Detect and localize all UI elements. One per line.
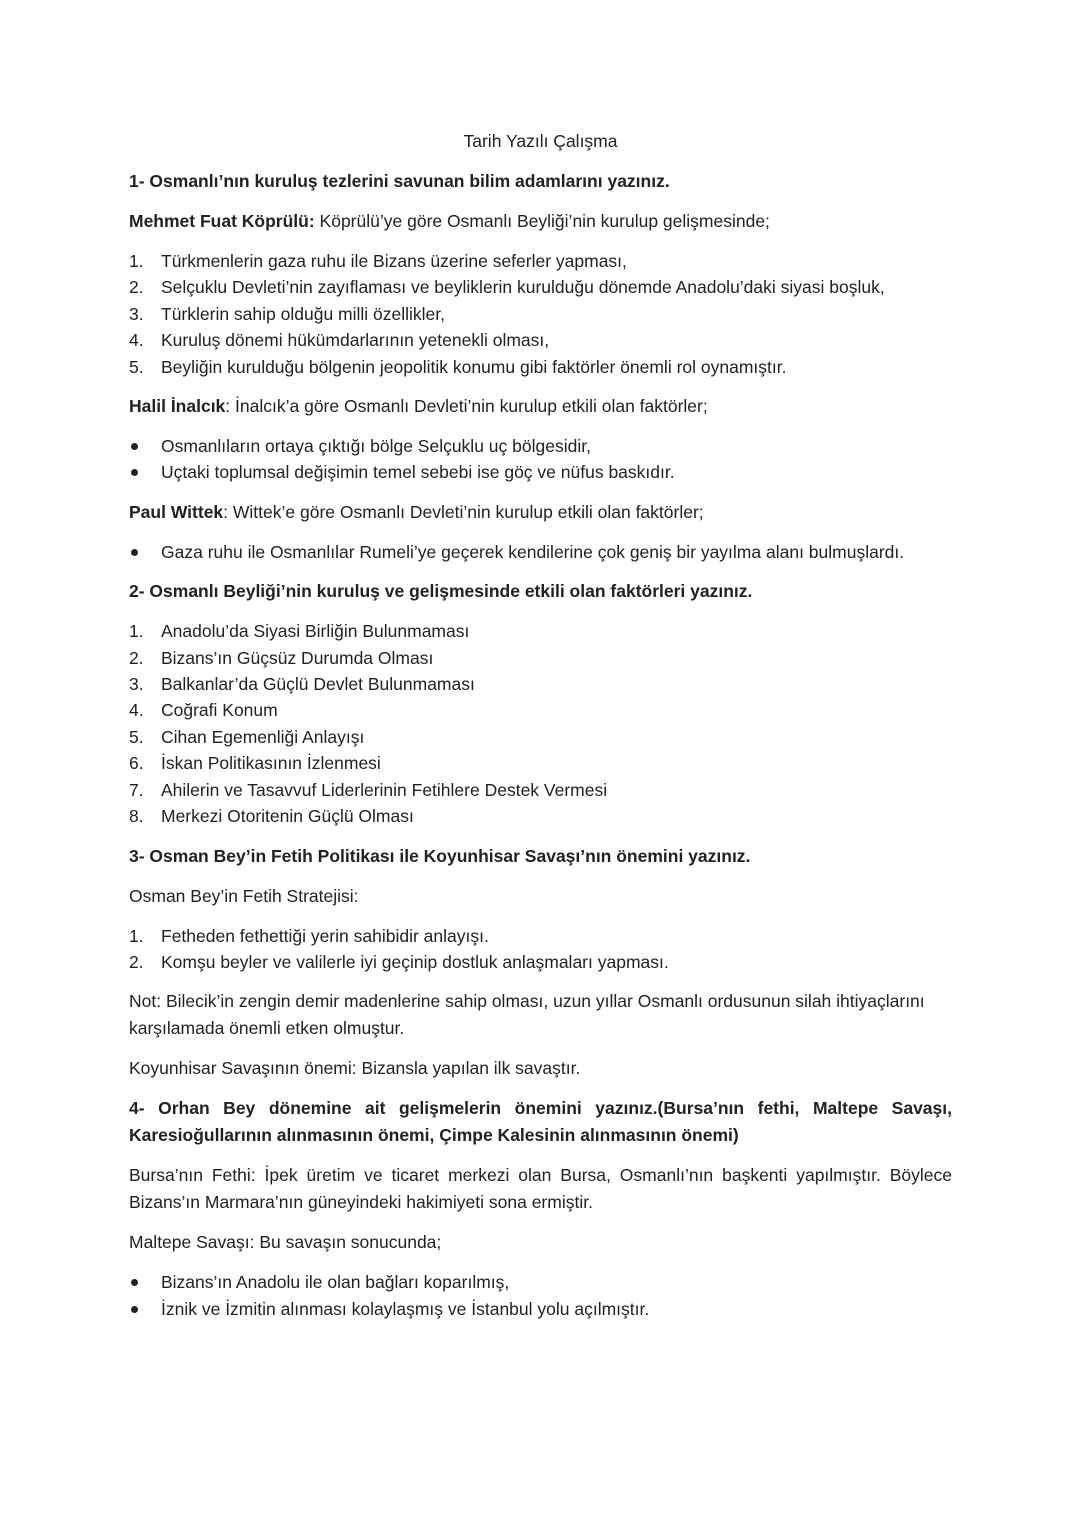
list-item: 8. Merkezi Otoritenin Güçlü Olması xyxy=(129,806,414,827)
list-item: 1. Anadolu’da Siyasi Birliğin Bulunmaması xyxy=(129,621,470,642)
list-item: İznik ve İzmitin alınması kolaylaşmış ve İstanbul yolu açılmıştır. xyxy=(129,1296,952,1322)
wittek-name: Paul Wittek xyxy=(129,501,224,522)
question-1: 1- Osmanlı’nın kuruluş tezlerini savunan bilim adamlarını yazınız. xyxy=(129,171,670,191)
inalcik-name: Halil İnalcık xyxy=(129,396,226,417)
strategy-heading: Osman Bey’in Fetih Stratejisi: xyxy=(129,885,359,906)
wittek-intro: : Wittek’e göre Osmanlı Devleti’nin kurulup etkili olan faktörler; xyxy=(223,501,704,522)
koyunhisar-paragraph: Koyunhisar Savaşının önemi: Bizansla yapılan ilk savaştır. xyxy=(129,1058,581,1079)
koprulu-name: Mehmet Fuat Köprülü: xyxy=(129,211,315,231)
maltepe-list xyxy=(129,1269,952,1322)
list-item: 3. Türklerin sahip olduğu milli özellikler, xyxy=(129,303,446,324)
list-item: 6. İskan Politikasının İzlenmesi xyxy=(129,753,381,774)
question-2: 2- Osmanlı Beyliği’nin kuruluş ve gelişmesinde etkili olan faktörleri yazınız. xyxy=(129,581,753,602)
list-item: 2. Selçuklu Devleti’nin zayıflaması ve beyliklerin kurulduğu dönemde Anadolu’daki siyasi boşluk, xyxy=(129,277,885,298)
list-item: 5. Cihan Egemenliği Anlayışı xyxy=(129,726,365,747)
list-item: 3. Balkanlar’da Güçlü Devlet Bulunmaması xyxy=(129,674,475,695)
list-item: 1. Fetheden fethettiği yerin sahibidir anlayışı. xyxy=(129,925,489,946)
maltepe-intro: Maltepe Savaşı: Bu savaşın sonucunda; xyxy=(129,1232,442,1253)
list-item: 4. Coğrafi Konum xyxy=(129,700,278,721)
list-item: Bizans’ın Anadolu ile olan bağları koparılmış, xyxy=(129,1269,952,1295)
question-3: 3- Osman Bey’in Fetih Politikası ile Koyunhisar Savaşı’nın önemini yazınız. xyxy=(129,845,751,866)
list-item: 1. Türkmenlerin gaza ruhu ile Bizans üzerine seferler yapması, xyxy=(129,251,627,271)
inalcik-list xyxy=(129,433,952,486)
inalcik-paragraph xyxy=(129,393,952,420)
page-title: Tarih Yazılı Çalışma xyxy=(463,131,618,151)
question-4: 4- Orhan Bey dönemine ait gelişmelerin önemini yazınız.(Bursa’nın fethi, Maltepe Savaşı, Karesioğullarının alınmasının önemi, Çimpe Kalesinin alınmasının önemi) xyxy=(129,1098,952,1146)
list-item: 4. Kuruluş dönemi hükümdarlarının yetenekli olması, xyxy=(129,330,550,351)
list-item: Gaza ruhu ile Osmanlılar Rumeli’ye geçerek kendilerine çok geniş bir yayılma alanı bulmuşlardı. xyxy=(129,539,952,565)
note-paragraph: Not: Bilecik’in zengin demir madenlerine sahip olması, uzun yıllar Osmanlı ordusunun silah ihtiyaçlarını karşılamada önemli etken olmuştur. xyxy=(129,991,925,1039)
inalcik-intro: : İnalcık’a göre Osmanlı Devleti’nin kurulup etkili olan faktörler; xyxy=(225,396,708,417)
list-item: 7. Ahilerin ve Tasavvuf Liderlerinin Fetihlere Destek Vermesi xyxy=(129,779,608,800)
factors-list xyxy=(129,618,952,829)
koprulu-intro: Köprülü’ye göre Osmanlı Beyliği’nin kurulup gelişmesinde; xyxy=(314,211,770,231)
koprulu-list xyxy=(129,248,952,380)
document-content xyxy=(129,128,952,1335)
list-item: Osmanlıların ortaya çıktığı bölge Selçuklu uç bölgesidir, xyxy=(129,433,952,459)
strategy-list xyxy=(129,923,952,976)
list-item: 5. Beyliğin kurulduğu bölgenin jeopolitik konumu gibi faktörler önemli rol oynamıştır. xyxy=(129,356,787,377)
wittek-paragraph xyxy=(129,499,952,526)
list-item: Uçtaki toplumsal değişimin temel sebebi ise göç ve nüfus baskıdır. xyxy=(129,459,952,485)
list-item: 2. Bizans’ın Güçsüz Durumda Olması xyxy=(129,647,434,668)
wittek-list xyxy=(129,539,952,565)
list-item: 2. Komşu beyler ve valilerle iyi geçinip dostluk anlaşmaları yapması. xyxy=(129,951,669,972)
bursa-paragraph: Bursa’nın Fethi: İpek üretim ve ticaret merkezi olan Bursa, Osmanlı’nın başkenti yapılmıştır. Böylece Bizans’ın Marmara’nın güneyindeki hakimiyeti sona ermiştir. xyxy=(129,1165,952,1213)
koprulu-paragraph xyxy=(129,208,952,235)
